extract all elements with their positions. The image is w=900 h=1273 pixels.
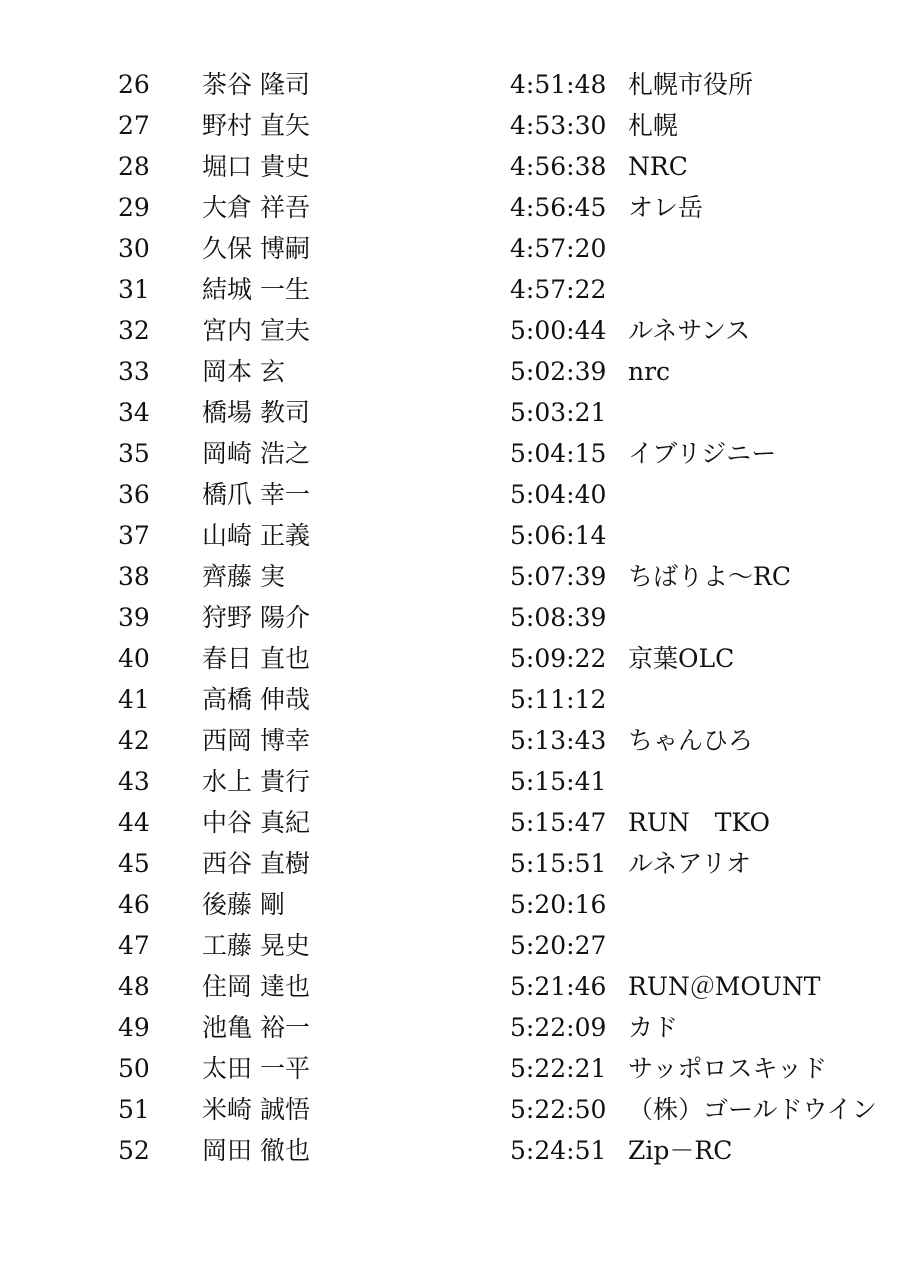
- rank-cell: 48: [118, 972, 150, 1001]
- rank-cell: 29: [118, 193, 150, 222]
- name-cell: 太田 一平: [202, 1054, 310, 1083]
- time-cell: 5:08:39: [510, 603, 607, 632]
- rank-cell: 50: [118, 1054, 150, 1083]
- result-row: [0, 1048, 900, 1089]
- club-cell: カド: [628, 1013, 679, 1042]
- time-cell: 5:07:39: [510, 562, 607, 591]
- club-cell: 京葉OLC: [628, 644, 735, 673]
- rank-cell: 26: [118, 70, 150, 99]
- rank-cell: 37: [118, 521, 150, 550]
- rank-cell: 43: [118, 767, 150, 796]
- time-cell: 5:20:16: [510, 890, 607, 919]
- result-row: [0, 515, 900, 556]
- result-row: [0, 679, 900, 720]
- name-cell: 岡崎 浩之: [202, 439, 310, 468]
- rank-cell: 32: [118, 316, 150, 345]
- club-cell: 札幌: [628, 111, 679, 140]
- result-row: [0, 720, 900, 761]
- name-cell: 茶谷 隆司: [202, 70, 310, 99]
- name-cell: 米崎 誠悟: [202, 1095, 310, 1124]
- result-row: [0, 474, 900, 515]
- name-cell: 野村 直矢: [202, 111, 310, 140]
- rank-cell: 28: [118, 152, 150, 181]
- club-cell: ちばりよ～RC: [628, 562, 791, 591]
- result-row: [0, 433, 900, 474]
- rank-cell: 39: [118, 603, 150, 632]
- club-cell: （株）ゴールドウイン: [628, 1095, 877, 1124]
- result-row: [0, 1007, 900, 1048]
- rank-cell: 27: [118, 111, 150, 140]
- rank-cell: 49: [118, 1013, 150, 1042]
- result-row: [0, 187, 900, 228]
- club-cell: ちゃんひろ: [628, 726, 754, 755]
- name-cell: 中谷 真紀: [202, 808, 310, 837]
- time-cell: 5:02:39: [510, 357, 607, 386]
- time-cell: 5:03:21: [510, 398, 607, 427]
- name-cell: 狩野 陽介: [202, 603, 310, 632]
- name-cell: 住岡 達也: [202, 972, 310, 1001]
- rank-cell: 52: [118, 1136, 150, 1165]
- name-cell: 宮内 宣夫: [202, 316, 310, 345]
- time-cell: 5:00:44: [510, 316, 607, 345]
- rank-cell: 35: [118, 439, 150, 468]
- name-cell: 工藤 晃史: [202, 931, 310, 960]
- time-cell: 5:15:41: [510, 767, 607, 796]
- result-row: [0, 966, 900, 1007]
- result-row: [0, 761, 900, 802]
- result-row: [0, 925, 900, 966]
- rank-cell: 51: [118, 1095, 150, 1124]
- result-row: [0, 64, 900, 105]
- time-cell: 5:04:40: [510, 480, 607, 509]
- time-cell: 5:22:50: [510, 1095, 607, 1124]
- time-cell: 4:51:48: [510, 70, 607, 99]
- rank-cell: 33: [118, 357, 150, 386]
- name-cell: 山崎 正義: [202, 521, 310, 550]
- result-row: [0, 146, 900, 187]
- rank-cell: 42: [118, 726, 150, 755]
- time-cell: 5:11:12: [510, 685, 607, 714]
- name-cell: 齊藤 実: [202, 562, 285, 591]
- name-cell: 結城 一生: [202, 275, 310, 304]
- result-row: [0, 228, 900, 269]
- time-cell: 5:24:51: [510, 1136, 607, 1165]
- club-cell: Zip－RC: [628, 1136, 733, 1165]
- name-cell: 堀口 貴史: [202, 152, 310, 181]
- name-cell: 橋場 教司: [202, 398, 310, 427]
- time-cell: 5:15:51: [510, 849, 607, 878]
- rank-cell: 45: [118, 849, 150, 878]
- result-row: [0, 351, 900, 392]
- time-cell: 4:56:45: [510, 193, 607, 222]
- result-row: [0, 638, 900, 679]
- rank-cell: 30: [118, 234, 150, 263]
- result-row: [0, 843, 900, 884]
- result-row: [0, 269, 900, 310]
- name-cell: 西岡 博幸: [202, 726, 310, 755]
- result-row: [0, 105, 900, 146]
- time-cell: 4:57:20: [510, 234, 607, 263]
- club-cell: 札幌市役所: [628, 70, 754, 99]
- result-row: [0, 556, 900, 597]
- result-row: [0, 802, 900, 843]
- name-cell: 岡本 玄: [202, 357, 285, 386]
- rank-cell: 38: [118, 562, 150, 591]
- result-row: [0, 392, 900, 433]
- club-cell: イブリジニー: [628, 439, 777, 468]
- rank-cell: 31: [118, 275, 150, 304]
- club-cell: RUN TKO: [628, 808, 770, 837]
- name-cell: 後藤 剛: [202, 890, 285, 919]
- club-cell: NRC: [628, 152, 688, 181]
- time-cell: 5:22:21: [510, 1054, 607, 1083]
- rank-cell: 44: [118, 808, 150, 837]
- name-cell: 岡田 徹也: [202, 1136, 310, 1165]
- result-row: [0, 310, 900, 351]
- time-cell: 5:20:27: [510, 931, 607, 960]
- time-cell: 5:13:43: [510, 726, 607, 755]
- time-cell: 4:56:38: [510, 152, 607, 181]
- result-row: [0, 1130, 900, 1171]
- rank-cell: 41: [118, 685, 150, 714]
- name-cell: 池亀 裕一: [202, 1013, 310, 1042]
- name-cell: 大倉 祥吾: [202, 193, 310, 222]
- name-cell: 高橋 伸哉: [202, 685, 310, 714]
- name-cell: 水上 貴行: [202, 767, 310, 796]
- time-cell: 5:09:22: [510, 644, 607, 673]
- time-cell: 5:21:46: [510, 972, 607, 1001]
- club-cell: サッポロスキッド: [628, 1054, 828, 1083]
- result-row: [0, 597, 900, 638]
- time-cell: 5:06:14: [510, 521, 607, 550]
- rank-cell: 47: [118, 931, 150, 960]
- time-cell: 5:15:47: [510, 808, 607, 837]
- time-cell: 5:22:09: [510, 1013, 607, 1042]
- results-table: [0, 64, 900, 1171]
- club-cell: nrc: [628, 357, 671, 386]
- name-cell: 西谷 直樹: [202, 849, 310, 878]
- rank-cell: 40: [118, 644, 150, 673]
- name-cell: 久保 博嗣: [202, 234, 310, 263]
- rank-cell: 34: [118, 398, 150, 427]
- time-cell: 5:04:15: [510, 439, 607, 468]
- name-cell: 春日 直也: [202, 644, 310, 673]
- result-row: [0, 884, 900, 925]
- club-cell: オレ岳: [628, 193, 704, 222]
- time-cell: 4:53:30: [510, 111, 607, 140]
- name-cell: 橋爪 幸一: [202, 480, 310, 509]
- rank-cell: 36: [118, 480, 150, 509]
- time-cell: 4:57:22: [510, 275, 607, 304]
- club-cell: ルネアリオ: [628, 849, 752, 878]
- club-cell: ルネサンス: [628, 316, 751, 345]
- rank-cell: 46: [118, 890, 150, 919]
- club-cell: RUN＠MOUNT: [628, 972, 821, 1001]
- result-row: [0, 1089, 900, 1130]
